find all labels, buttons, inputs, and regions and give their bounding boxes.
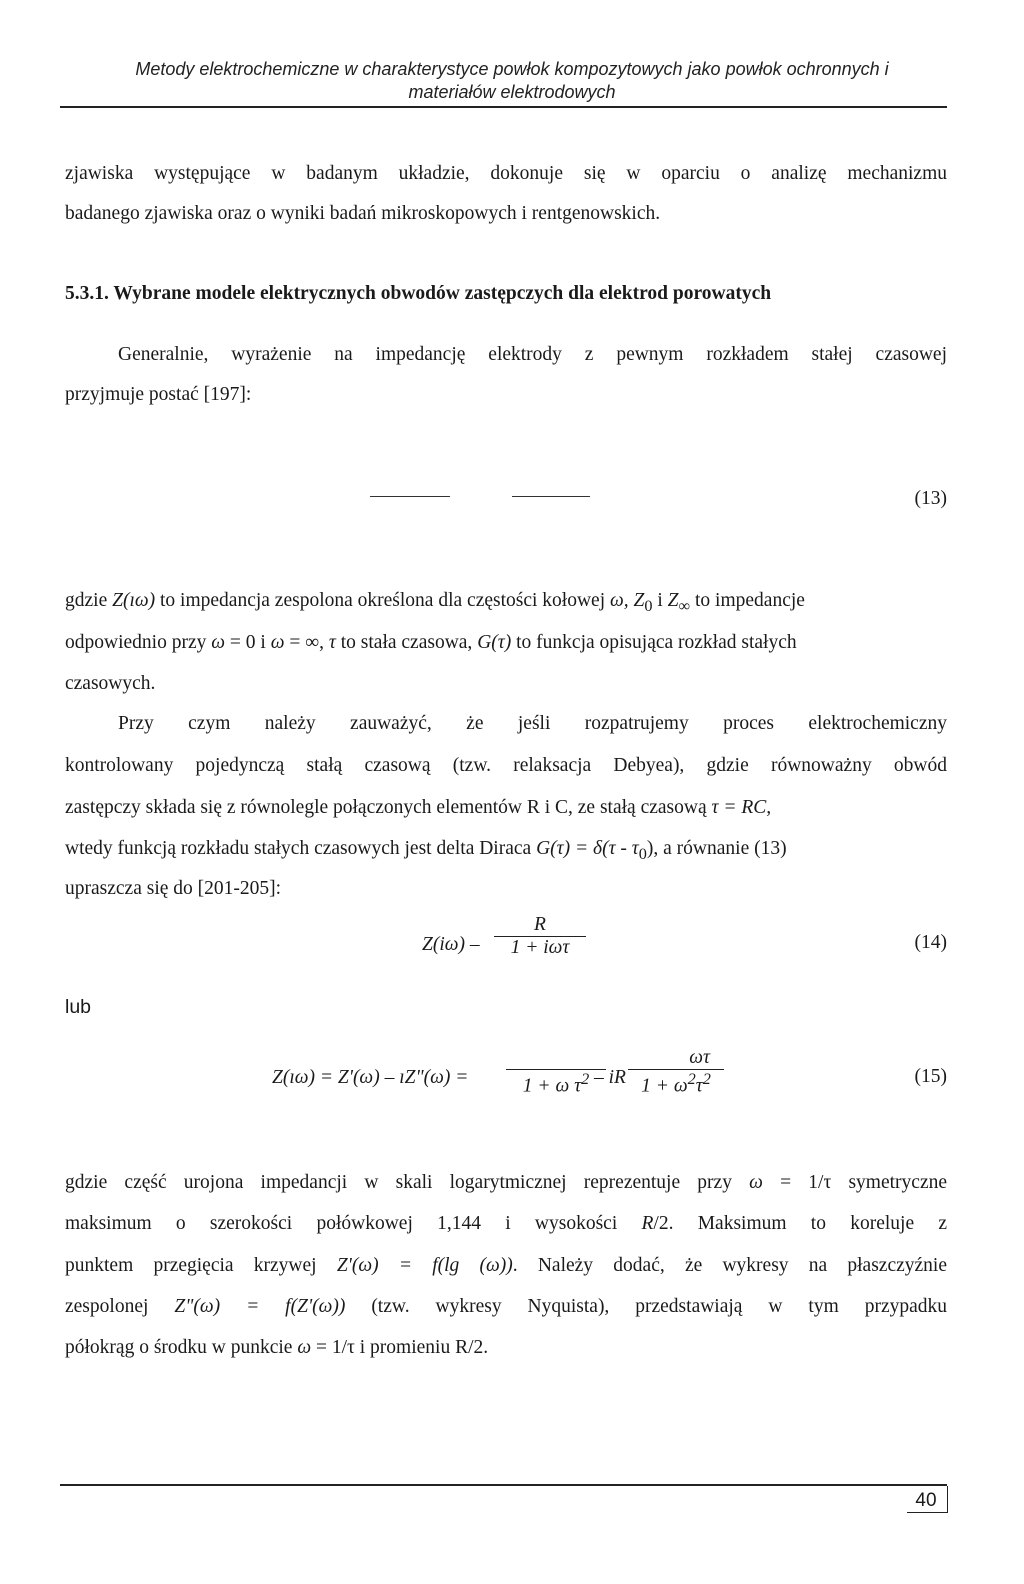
equation-14-numerator: R: [494, 914, 586, 937]
equation-14-denominator: 1 + iωτ: [510, 937, 570, 958]
paragraph-4-line-1: Przy czym należy zauważyć, że jeśli rozpatrujemy proces elektrochemiczny: [118, 713, 947, 734]
equation-14-number: (14): [914, 932, 947, 953]
paragraph-5-line-5: półokrąg o środku w punkcie ω = 1/τ i promieniu R/2.: [65, 1337, 489, 1358]
page-number: 40: [915, 1490, 937, 1511]
equation-13-number: (13): [914, 488, 947, 509]
paragraph-4-line-2: kontrolowany pojedynczą stałą czasową (tzw. relaksacja Debyea), gdzie równoważny obwód: [65, 755, 947, 776]
equation-13-faint-fraction-2: [512, 496, 590, 497]
paragraph-2-line-1: Generalnie, wyrażenie na impedancję elektrody z pewnym rozkładem stałej czasowej: [118, 344, 947, 365]
running-header-line-2: materiałów elektrodowych: [408, 82, 616, 102]
paragraph-3-line-2: odpowiednio przy ω = 0 i ω = ∞, τ to stała czasowa, G(τ) to funkcja opisująca rozkład stałych: [65, 632, 797, 653]
paragraph-5-line-2: maksimum o szerokości połówkowej 1,144 i wysokości R/2. Maksimum to koreluje z: [65, 1213, 948, 1234]
paragraph-2-line-2: przyjmuje postać [197]:: [65, 384, 252, 405]
section-heading: 5.3.1. Wybrane modele elektrycznych obwodów zastępczych dla elektrod porowatych: [65, 283, 772, 304]
equation-14-fraction: [494, 914, 586, 959]
paragraph-5-line-4: zespolonej Z"(ω) = f(Z'(ω)) (tzw. wykresy Nyquista), przedstawiają w tym przypadku: [65, 1296, 948, 1317]
paragraph-5-line-3: punktem przegięcia krzywej Z'(ω) = f(lg (ω)). Należy dodać, że wykresy na płaszczyźnie: [65, 1255, 947, 1276]
running-header: [60, 58, 964, 104]
paragraph-1-line-1: zjawiska występujące w badanym układzie, dokonuje się w oparciu o analizę mechanizmu: [65, 163, 947, 184]
equation-14-lhs: Z(iω) –: [422, 934, 480, 955]
paragraph-4-line-5: upraszcza się do [201-205]:: [65, 878, 282, 899]
equation-15-fraction-1: 1 + ω $\tau^2$: [506, 1047, 606, 1098]
paragraph-5-line-1: gdzie część urojona impedancji w skali logarytmicznej reprezentuje przy ω = 1/τ symetryczne: [65, 1172, 948, 1193]
equation-15-lhs: Z(ıω) = Z'(ω) – ıZ"(ω) =: [272, 1067, 469, 1088]
paragraph-3-line-3: czasowych.: [65, 673, 156, 694]
equation-15-fraction-2: $\frac{\omega\tau}{1 + \omega^2\tau^2}$: [628, 1047, 724, 1098]
paragraph-4-line-4: wtedy funkcją rozkładu stałych czasowych jest delta Diraca $G(\tau) = \delta(\tau - \tau_0)$, a równanie (13): [65, 838, 787, 863]
running-header-line-1: Metody elektrochemiczne w charakterystyce powłok kompozytowych jako powłok ochronnych i: [135, 59, 889, 79]
header-rule: [60, 106, 947, 108]
connector-word: lub: [65, 996, 92, 1018]
equation-13-faint-fraction-1: [370, 496, 450, 497]
equation-15-number: (15): [914, 1066, 947, 1087]
paragraph-4-line-3: zastępczy składa się z równolegle połączonych elementów R i C, ze stałą czasową τ = RC,: [65, 797, 772, 818]
paragraph-3-line-1: gdzie Z(ıω) to impedancja zespolona określona dla częstości kołowej ω, $Z_0$ i $Z_\infty$ to impedancje: [65, 590, 805, 615]
footer-rule: [60, 1484, 947, 1486]
paragraph-1-line-2: badanego zjawiska oraz o wyniki badań mikroskopowych i rentgenowskich.: [65, 203, 661, 224]
equation-15-middle-term: – iR: [594, 1067, 626, 1088]
